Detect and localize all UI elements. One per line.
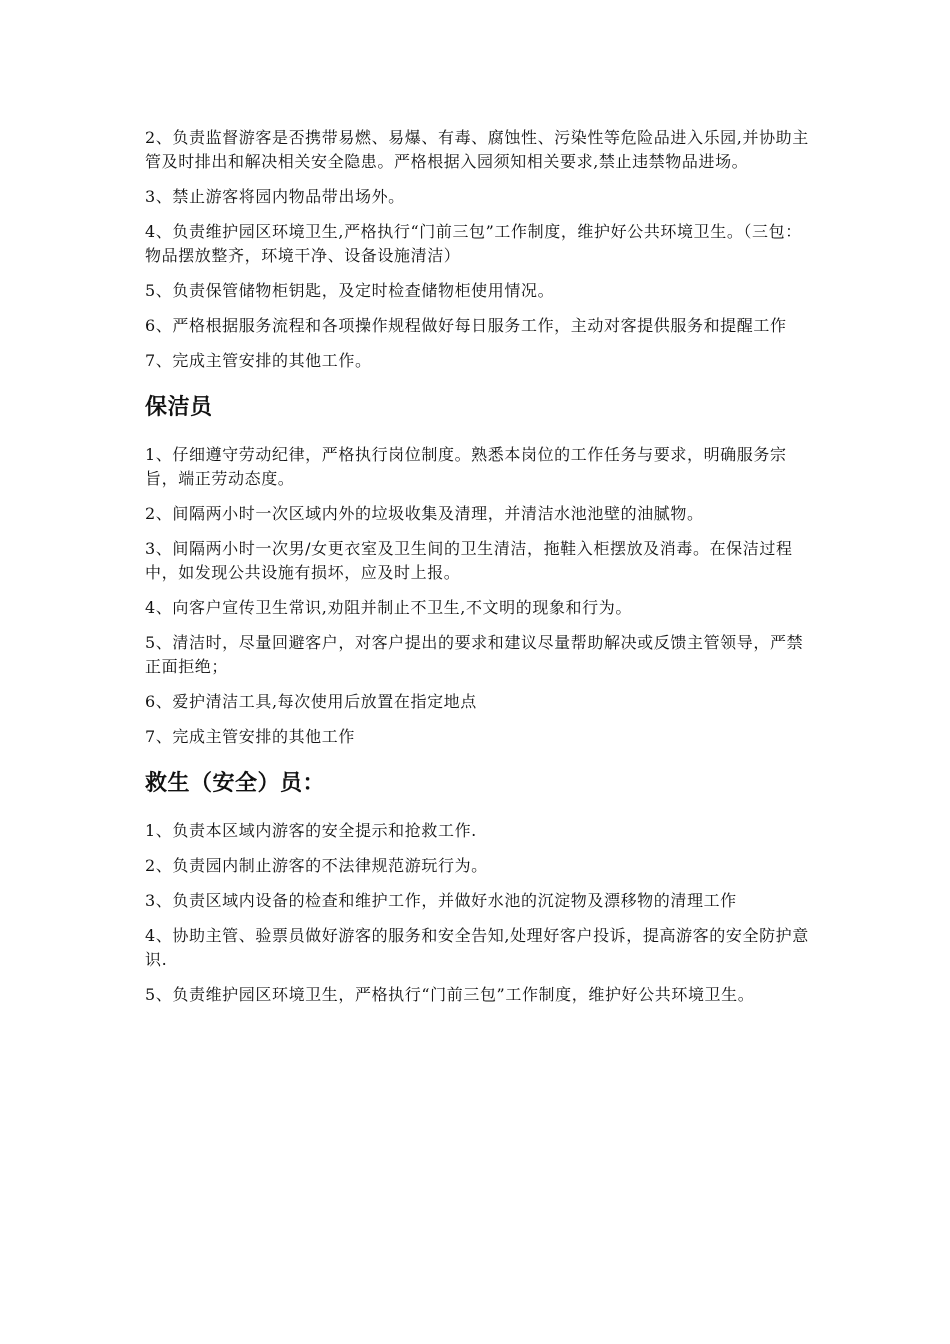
list-item: 6、爱护清洁工具,每次使用后放置在指定地点 xyxy=(145,692,477,711)
list-item: 1、负责本区域内游客的安全提示和抢救工作. xyxy=(145,821,477,840)
list-item: 6、严格根据服务流程和各项操作规程做好每日服务工作，主动对客提供服务和提醒工作 xyxy=(145,316,787,335)
list-item: 3、禁止游客将园内物品带出场外。 xyxy=(145,187,405,206)
section-heading-lifeguard: 救生（安全）员： xyxy=(145,771,326,796)
list-item: 5、负责保管储物柜钥匙，及定时检查储物柜使用情况。 xyxy=(145,281,555,300)
list-item: 7、完成主管安排的其他工作 xyxy=(145,727,355,746)
list-item: 2、间隔两小时一次区域内外的垃圾收集及清理，并清洁水池池壁的油腻物。 xyxy=(145,504,704,523)
list-item: 2、负责监督游客是否携带易燃、易爆、有毒、腐蚀性、污染性等危险品进入乐园,并协助主管及时排出和解决相关安全隐患。严格根据入园须知相关要求,禁止违禁物品进场。 xyxy=(145,128,809,171)
list-item: 5、清洁时，尽量回避客户，对客户提出的要求和建议尽量帮助解决或反馈主管领导，严禁正面拒绝； xyxy=(145,633,804,676)
cleaner-section xyxy=(145,393,810,749)
list-item: 7、完成主管安排的其他工作。 xyxy=(145,351,372,370)
list-item: 5、负责维护园区环境卫生，严格执行“门前三包”工作制度，维护好公共环境卫生。 xyxy=(145,985,755,1004)
list-item: 4、负责维护园区环境卫生,严格执行“门前三包”工作制度，维护好公共环境卫生。（三包：物品摆放整齐，环境干净、设备设施清洁） xyxy=(145,222,802,265)
list-item: 4、向客户宣传卫生常识,劝阻并制止不卫生,不文明的现象和行为。 xyxy=(145,598,632,617)
section-heading-cleaner: 保洁员 xyxy=(145,395,213,420)
intro-list xyxy=(145,126,810,373)
list-item: 4、协助主管、验票员做好游客的服务和安全告知,处理好客户投诉，提高游客的安全防护意识. xyxy=(145,926,809,969)
lifeguard-section xyxy=(145,769,810,1007)
list-item: 2、负责园内制止游客的不法律规范游玩行为。 xyxy=(145,856,488,875)
list-item: 3、间隔两小时一次男/女更衣室及卫生间的卫生清洁，拖鞋入柜摆放及消毒。在保洁过程中，如发现公共设施有损坏，应及时上报。 xyxy=(145,539,793,582)
document-body xyxy=(145,126,810,1018)
list-item: 1、仔细遵守劳动纪律，严格执行岗位制度。熟悉本岗位的工作任务与要求，明确服务宗旨，端正劳动态度。 xyxy=(145,445,787,488)
list-item: 3、负责区域内设备的检查和维护工作，并做好水池的沉淀物及漂移物的清理工作 xyxy=(145,891,737,910)
